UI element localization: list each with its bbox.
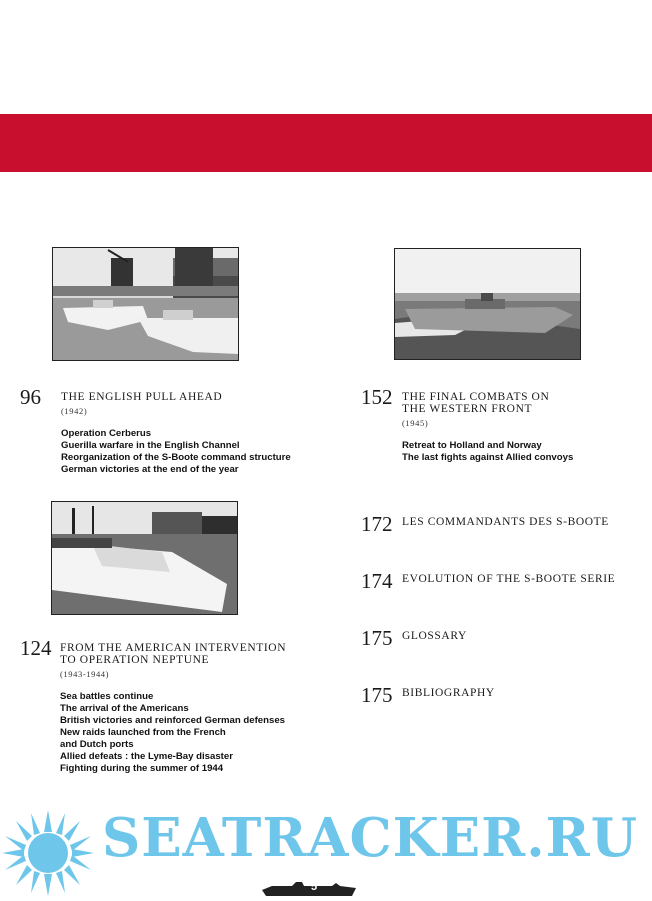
subsection-item: Guerilla warfare in the English Channel xyxy=(61,440,240,451)
page-number-footer: 5 xyxy=(310,881,318,893)
chapter-title: GLOSSARY xyxy=(402,630,467,642)
subsection-item: The arrival of the Americans xyxy=(60,703,189,714)
toc-entry-152 xyxy=(361,386,641,476)
chapter-title xyxy=(402,391,549,429)
red-header-band xyxy=(0,114,652,172)
chapter-subsections xyxy=(61,428,291,476)
page-number: 175 xyxy=(361,683,393,707)
subsection-item: British victories and reinforced German defenses xyxy=(60,715,285,726)
page-number: 152 xyxy=(361,385,393,409)
page-number: 124 xyxy=(20,636,52,660)
chapter-title-line: THE ENGLISH PULL AHEAD xyxy=(61,391,223,403)
chapter-year: (1945) xyxy=(402,418,429,428)
toc-entry-175-glossary xyxy=(361,627,641,651)
subsection-item: New raids launched from the French xyxy=(60,727,226,738)
subsection-item: German victories at the end of the year xyxy=(61,464,239,475)
chapter-year: (1942) xyxy=(61,406,88,416)
subsection-item: Reorganization of the S-Boote command structure xyxy=(61,452,291,463)
sun-logo-icon xyxy=(0,808,100,898)
chapter-title-line: THE FINAL COMBATS ON xyxy=(402,391,550,403)
chapter-title: EVOLUTION OF THE S-BOOTE SERIE xyxy=(402,573,616,585)
chapter-title xyxy=(61,391,222,417)
toc-entry-124 xyxy=(20,637,320,777)
chapter-title: LES COMMANDANTS DES S-BOOTE xyxy=(402,516,609,528)
page-number: 96 xyxy=(20,385,41,409)
chapter-title-line: TO OPERATION NEPTUNE xyxy=(60,654,210,666)
chapter-title-line: THE WESTERN FRONT xyxy=(402,403,533,415)
subsection-item: Sea battles continue xyxy=(60,691,154,702)
harbor-photo xyxy=(52,247,239,361)
watermark-text: SEATRACKER.RU xyxy=(102,807,638,869)
toc-entry-172 xyxy=(361,513,641,537)
page-number: 175 xyxy=(361,626,393,650)
toc-entry-175-bibliography xyxy=(361,684,641,708)
subsection-item: and Dutch ports xyxy=(60,739,134,750)
toc-entry-96 xyxy=(20,386,320,486)
chapter-title xyxy=(60,642,286,680)
subsection-item: Allied defeats : the Lyme-Bay disaster xyxy=(60,751,233,762)
chapter-title-line: FROM THE AMERICAN INTERVENTION xyxy=(60,642,287,654)
chapter-subsections xyxy=(60,691,285,775)
speedboat-photo xyxy=(394,248,581,360)
subsection-item: Operation Cerberus xyxy=(61,428,152,439)
chapter-title: BIBLIOGRAPHY xyxy=(402,687,495,699)
subsection-item: The last fights against Allied convoys xyxy=(402,452,574,463)
chapter-subsections xyxy=(402,440,573,464)
port-boats-photo xyxy=(51,501,238,615)
subsection-item: Fighting during the summer of 1944 xyxy=(60,763,224,774)
page-number: 174 xyxy=(361,569,393,593)
toc-entry-174 xyxy=(361,570,641,594)
page-number: 172 xyxy=(361,512,393,536)
chapter-year: (1943-1944) xyxy=(60,669,110,679)
subsection-item: Retreat to Holland and Norway xyxy=(402,440,542,451)
